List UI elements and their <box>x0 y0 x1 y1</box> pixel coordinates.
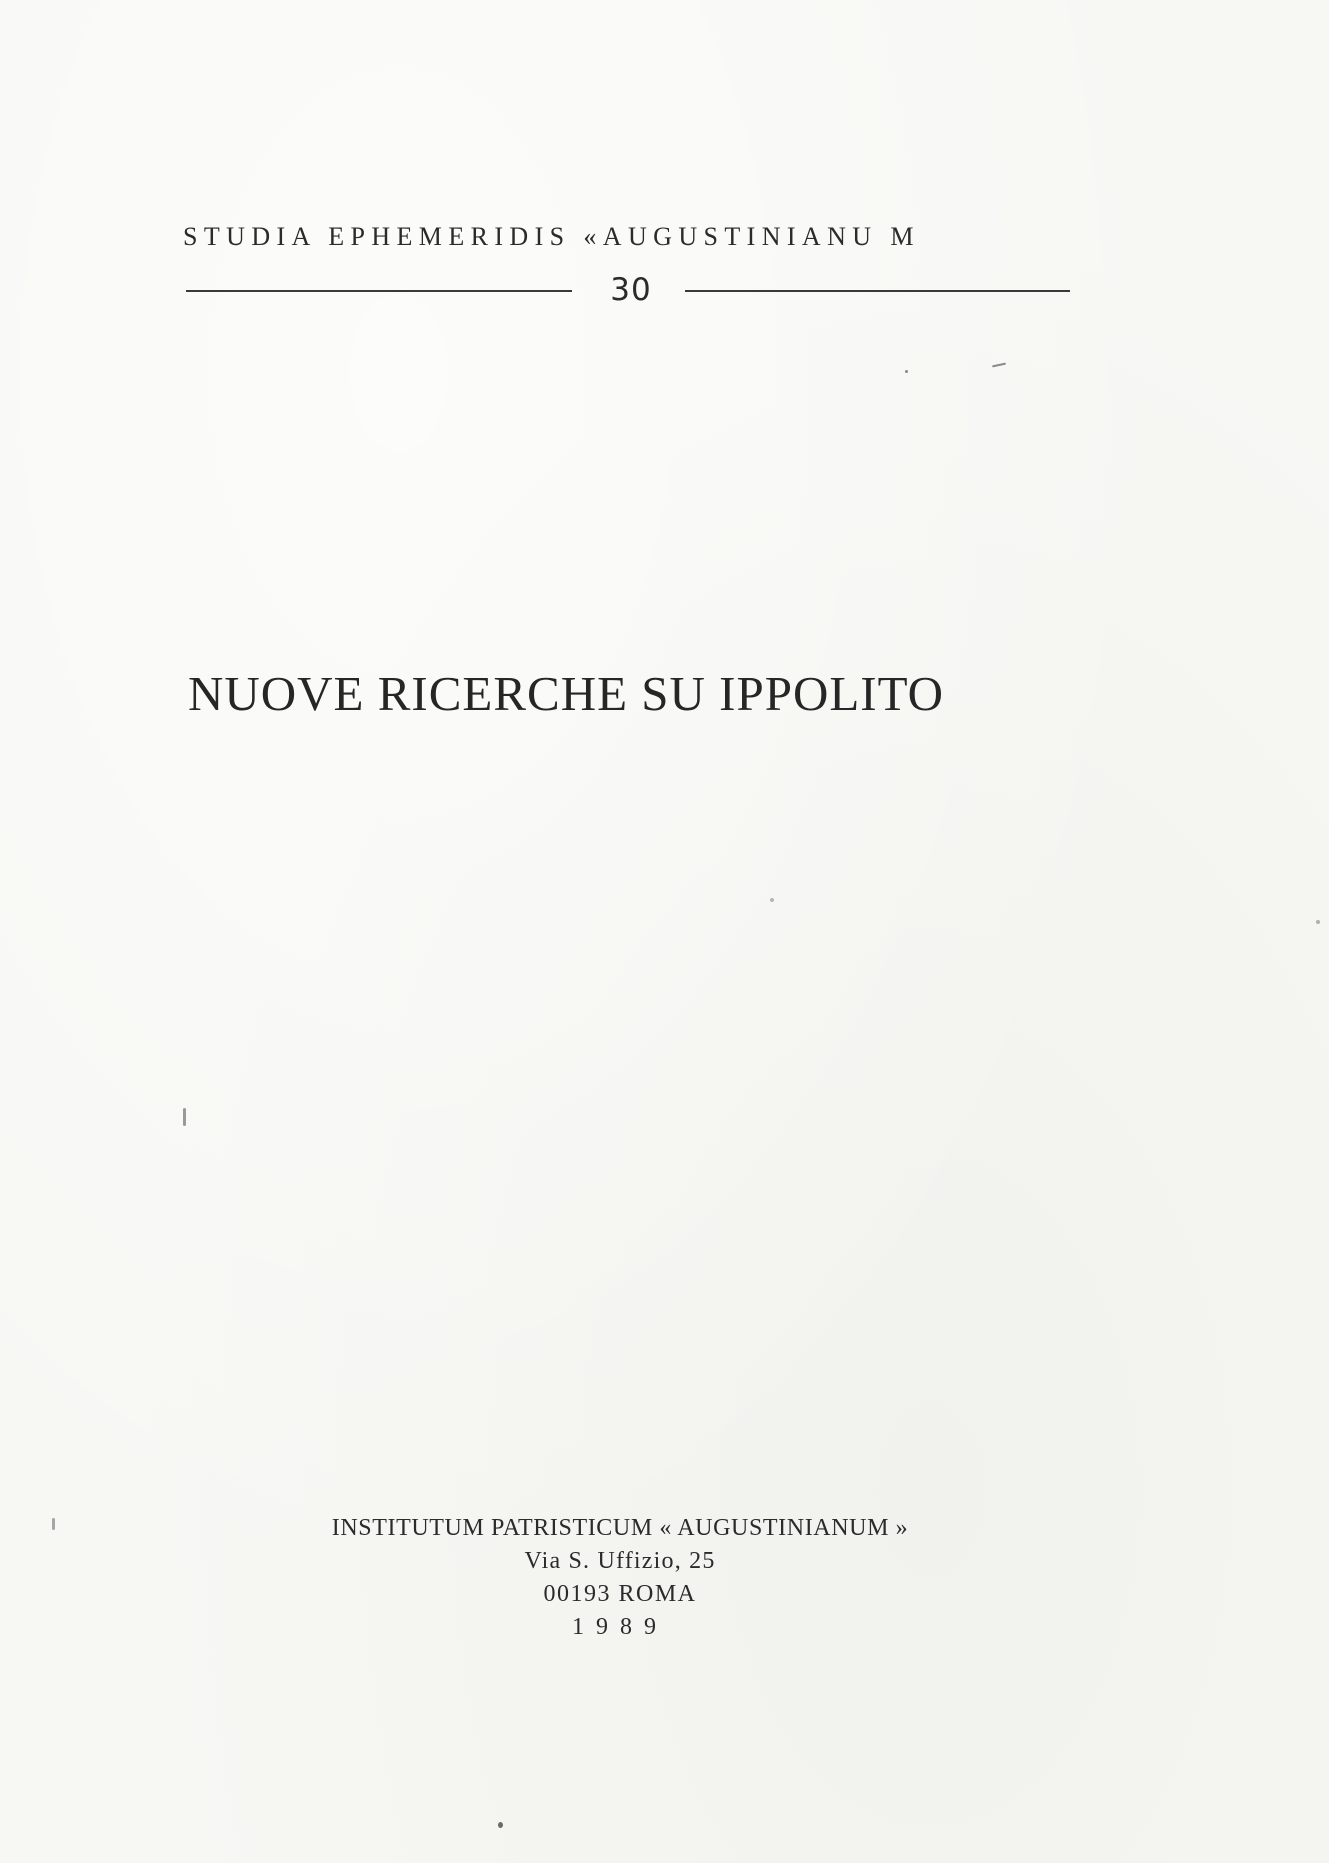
series-title: STUDIA EPHEMERIDIS «AUGUSTINIANU M <box>183 222 920 251</box>
paper-speck <box>498 1822 503 1828</box>
paper-speck <box>183 1108 186 1126</box>
divider-left <box>186 290 572 292</box>
book-title: NUOVE RICERCHE SU IPPOLITO <box>188 666 945 721</box>
paper-speck <box>52 1518 55 1530</box>
paper-speck <box>992 363 1006 367</box>
publisher-address: Via S. Uffizio, 25 <box>524 1548 716 1574</box>
volume-number: 30 <box>610 272 652 308</box>
publisher-institution: INSTITUTUM PATRISTICUM « AUGUSTINIANUM » <box>331 1515 909 1541</box>
divider-right <box>685 290 1070 292</box>
paper-speck <box>1316 920 1320 924</box>
publisher-imprint <box>240 1512 1000 1644</box>
publisher-city: 00193 ROMA <box>543 1581 697 1607</box>
publication-year: 1989 <box>572 1614 668 1640</box>
paper-speck <box>770 898 774 902</box>
paper-speck <box>905 370 908 373</box>
